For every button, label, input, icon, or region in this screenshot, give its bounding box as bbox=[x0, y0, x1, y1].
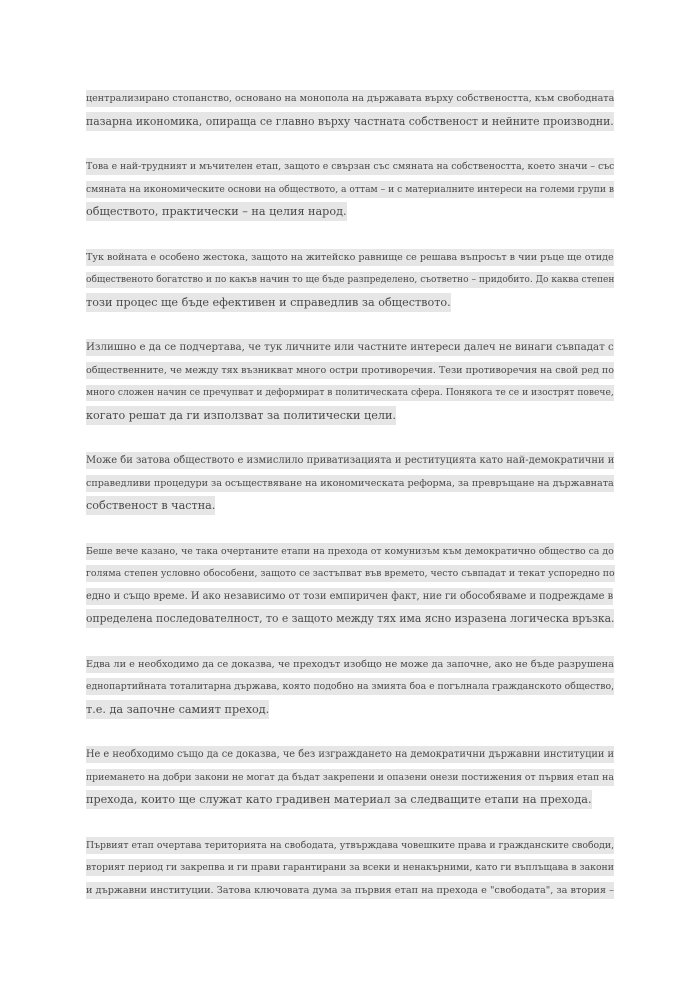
text-line: приемането на добри закони не могат да бъдат закрепени и опазени онези постижения от първия етап на bbox=[86, 767, 614, 790]
text-line: т.е. да започне самият преход. bbox=[86, 699, 614, 722]
text-line: общественните, че между тях възникват много остри противоречия. Тези противоречия на свой ред по bbox=[86, 360, 614, 383]
paragraph bbox=[86, 156, 614, 224]
text-line: обществото, практически – на целия народ. bbox=[86, 201, 614, 224]
text-line: когато решат да ги използват за политически цели. bbox=[86, 405, 614, 428]
text-line: Излишно е да се подчертава, че тук личните или частните интереси далеч не винаги съвпадат с bbox=[86, 337, 614, 360]
text-line: този процес ще бъде ефективен и справедлив за обществото. bbox=[86, 292, 614, 315]
text-line: пазарна икономика, опираща се главно върху частната собственост и нейните производни. bbox=[86, 111, 614, 134]
paragraph bbox=[86, 450, 614, 518]
text-line: смяната на икономическите основи на обществото, а оттам – и с материалните интереси на големи групи в bbox=[86, 179, 614, 202]
text-line: голяма степен условно обособени, защото се застъпват във времето, често съвпадат и текат успоредно по bbox=[86, 563, 614, 586]
text-line: прехода, които ще служат като градивен материал за следващите етапи на прехода. bbox=[86, 789, 614, 812]
text-line: Едва ли е необходимо да се доказва, че преходът изобщо не може да започне, ако не бъде разрушена bbox=[86, 654, 614, 677]
text-line: и държавни институции. Затова ключовата дума за първия етап на прехода е "свободата", за втория – bbox=[86, 880, 614, 903]
paragraph bbox=[86, 835, 614, 903]
text-line: общественото богатство и по какъв начин то ще бъде разпределено, съответно – придобито. До каква степен bbox=[86, 269, 614, 292]
text-line: определена последователност, то е защото между тях има ясно изразена логическа връзка. bbox=[86, 608, 614, 631]
text-line: Беше вече казано, че така очертаните етапи на прехода от комунизъм към демократично общество са до bbox=[86, 541, 614, 564]
document-body bbox=[86, 88, 614, 925]
text-line: Може би затова обществото е измислило приватизацията и реституцията като най-демократични и bbox=[86, 450, 614, 473]
text-line: справедливи процедури за осъществяване на икономическата реформа, за превръщане на държавната bbox=[86, 473, 614, 496]
text-line: Тук войната е особено жестока, защото на житейско равнище се решава въпросът в чии ръце ще отиде bbox=[86, 247, 614, 270]
paragraph bbox=[86, 541, 614, 631]
text-line: Първият етап очертава територията на свободата, утвърждава човешките права и гражданските свободи, bbox=[86, 835, 614, 858]
text-line: собственост в частна. bbox=[86, 495, 614, 518]
text-line: Не е необходимо също да се доказва, че без изграждането на демократични държавни институции и bbox=[86, 744, 614, 767]
text-line: едно и също време. И ако независимо от този емпиричен факт, ние ги обособяваме и подреждаме в bbox=[86, 586, 614, 609]
paragraph bbox=[86, 337, 614, 427]
text-line: Това е най-трудният и мъчителен етап, защото е свързан със смяната на собствеността, което значи – със bbox=[86, 156, 614, 179]
paragraph bbox=[86, 654, 614, 722]
text-line: еднопартийната тоталитарна държава, която подобно на змията боа е погълнала гражданското общество, bbox=[86, 676, 614, 699]
paragraph bbox=[86, 88, 614, 133]
text-line: много сложен начин се пречупват и деформират в политическата сфера. Понякога те се и изострят повече, bbox=[86, 382, 614, 405]
paragraph bbox=[86, 247, 614, 315]
text-line: вторият период ги закрепва и ги прави гарантирани за всеки и ненакърними, като ги въплъщава в закони bbox=[86, 857, 614, 880]
text-line: централизирано стопанство, основано на монопола на държавата върху собствеността, към свободната bbox=[86, 88, 614, 111]
paragraph bbox=[86, 744, 614, 812]
